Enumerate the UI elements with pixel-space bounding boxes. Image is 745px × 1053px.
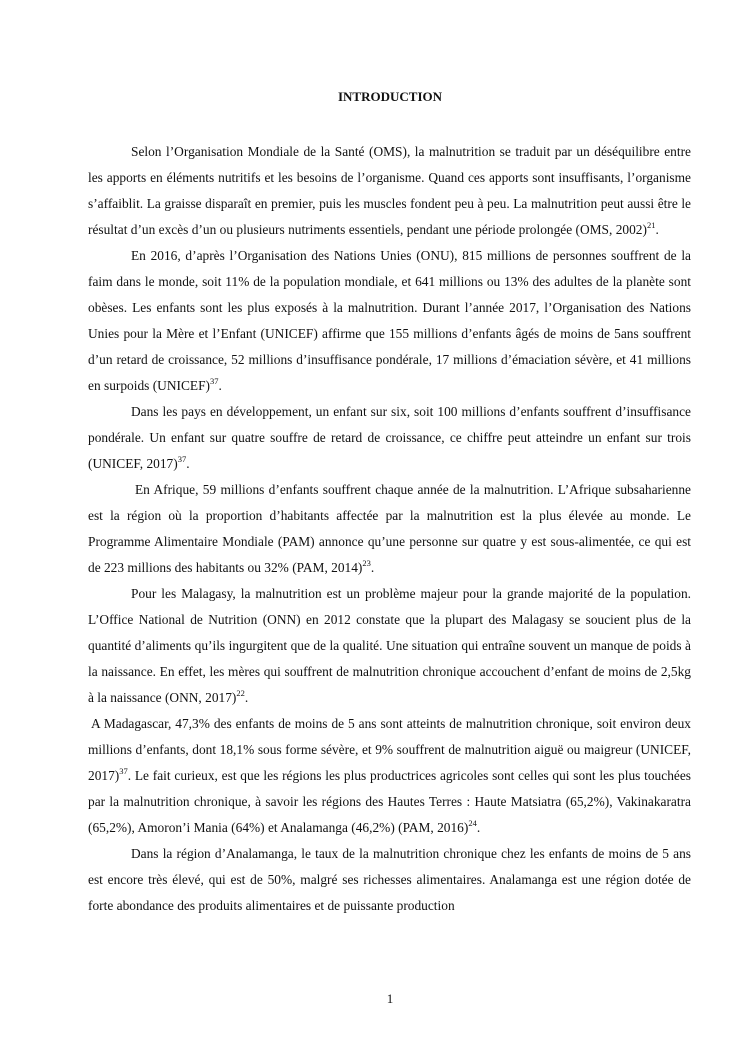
citation-superscript: 23 <box>362 558 371 568</box>
paragraph-text: A Madagascar, 47,3% des enfants de moins de 5 ans sont atteints de malnutrition chronique, soit environ deux millions d’enfants, dont 18,1% sous forme sévère, et 9% souffrent de malnutrition aiguë ou maigreur (UNICEF, 2017) <box>88 716 691 783</box>
paragraph-text: Dans les pays en développement, un enfant sur six, soit 100 millions d’enfants souffrent d’insuffisance pondérale. Un enfant sur quatre souffre de retard de croissance, ce chiffre peut atteindre un enfant sur trois (UNICEF, 2017) <box>88 404 691 471</box>
document-body <box>88 139 691 919</box>
paragraph-tail: . <box>655 222 659 237</box>
paragraph-world-stats <box>88 243 691 399</box>
paragraph-africa <box>88 477 691 581</box>
paragraph-tail: . <box>476 820 481 835</box>
paragraph-tail: . <box>244 690 249 705</box>
page-number: 1 <box>386 991 394 1006</box>
paragraph-tail: . <box>218 378 222 393</box>
citation-superscript: 22 <box>236 688 245 698</box>
paragraph-text-continued: . Le fait curieux, est que les régions les plus productrices agricoles sont celles qui sont les plus touchées par la malnutrition chronique, à savoir les régions des Hautes Terres : Haute Matsiatra (65,2%), Vakinakaratra (65,2%), Amoron’i Mania (64%) et Analamanga (46,2%) (PAM, 2016) <box>88 768 691 835</box>
paragraph-text: Selon l’Organisation Mondiale de la Santé (OMS), la malnutrition se traduit par un déséquilibre entre les apports en éléments nutritifs et les besoins de l’organisme. Quand ces apports sont insuffisants, l’organisme s’affaiblit. La graisse disparaît en premier, puis les muscles fondent peu à peu. La malnutrition peut aussi être le résultat d’un excès d’un ou plusieurs nutriments essentiels, pendant une période prolongée (OMS, 2002) <box>88 144 691 237</box>
paragraph-text: En Afrique, 59 millions d’enfants souffrent chaque année de la malnutrition. L’Afrique subsaharienne est la région où la proportion d’habitants affectée par la malnutrition est la plus élevée au monde. Le Programme Alimentaire Mondiale (PAM) annonce qu’une personne sur quatre y est sous-alimentée, ce qui est de 223 millions des habitants ou 32% (PAM, 2014) <box>88 482 691 575</box>
paragraph-malagasy <box>88 581 691 711</box>
paragraph-analamanga <box>88 841 691 919</box>
paragraph-text: Pour les Malagasy, la malnutrition est un problème majeur pour la grande majorité de la population. L’Office National de Nutrition (ONN) en 2012 constate que la plupart des Malagasy se soucient plus de la quantité d’aliments qu’ils ingurgitent que de la qualité. Une situation qui entraîne souvent un manque de poids à la naissance. En effet, les mères qui souffrent de malnutrition chronique accouchent d’enfant de moins de 2,5kg à la naissance (ONN, 2017) <box>88 586 691 705</box>
citation-superscript: 37 <box>177 454 187 464</box>
paragraph-text: Dans la région d’Analamanga, le taux de la malnutrition chronique chez les enfants de moins de 5 ans est encore très élevé, qui est de 50%, malgré ses richesses alimentaires. Analamanga est une région dotée de forte abondance des produits alimentaires et de puissante production <box>88 846 691 913</box>
paragraph-developing-countries <box>88 399 691 477</box>
citation-superscript: 37 <box>210 376 219 386</box>
paragraph-madagascar <box>88 711 691 841</box>
page-title: INTRODUCTION <box>337 89 442 104</box>
citation-superscript: 21 <box>646 220 656 230</box>
paragraph-tail: . <box>370 560 375 575</box>
paragraph-text: En 2016, d’après l’Organisation des Nations Unies (ONU), 815 millions de personnes souffrent de la faim dans le monde, soit 11% de la population mondiale, et 641 millions ou 13% des adultes de la planète sont obèses. Les enfants sont les plus exposés à la malnutrition. Durant l’année 2017, l’Organisation des Nations Unies pour la Mère et l’Enfant (UNICEF) affirme que 155 millions d’enfants âgés de moins de 5ans souffrent d’un retard de croissance, 52 millions d’insuffisance pondérale, 17 millions d’émaciation sévère, et 41 millions en surpoids (UNICEF) <box>88 248 691 393</box>
citation-superscript: 37 <box>119 766 128 776</box>
paragraph-tail: . <box>186 456 190 471</box>
paragraph-definition <box>88 139 691 243</box>
citation-superscript: 24 <box>468 818 477 828</box>
